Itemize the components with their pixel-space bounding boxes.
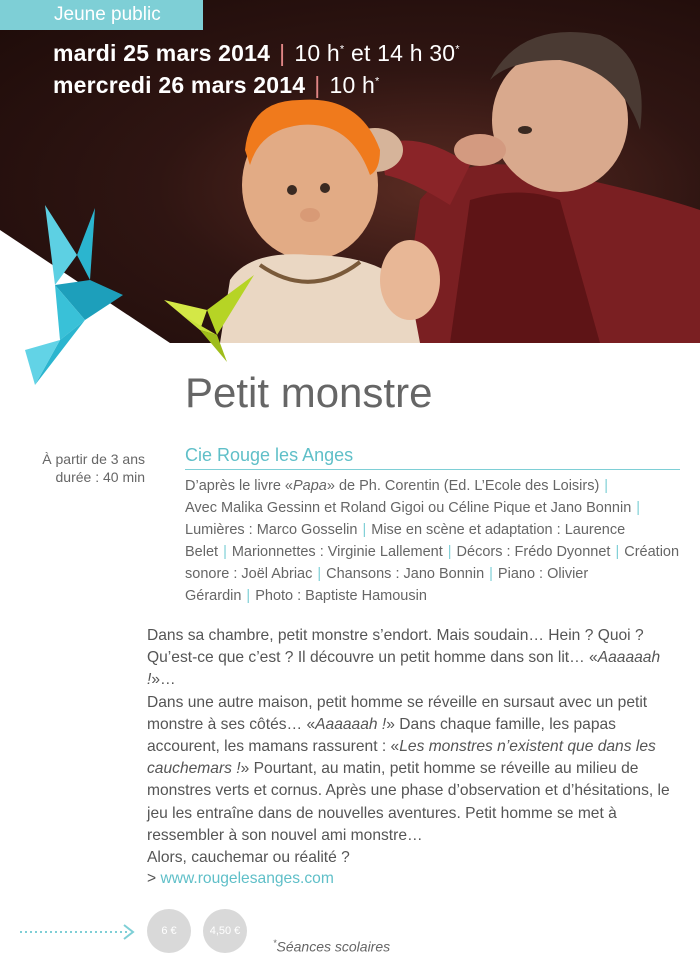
date-line-1 [53,40,460,67]
desc-text: »… [151,671,176,689]
date-1: mardi 25 mars 2014 [53,40,271,66]
separator: | [314,72,321,98]
desc-italic: Aaaaaah ! [147,649,661,689]
description-paragraph [147,625,687,692]
credit-book-title: Papa [293,478,327,494]
credit-photo: Photo : Baptiste Hamousin [255,588,427,604]
age-range: À partir de 3 ans [42,451,145,467]
desc-italic: Les monstres n’existent que dans les cauchemars ! [147,738,656,778]
price-badge-reduced: 4,50 € [203,909,247,953]
footnote [273,938,390,955]
footnote-text: Séances scolaires [276,938,391,955]
credit-book-prefix: D’après le livre « [185,478,293,494]
show-title: Petit monstre [185,369,433,416]
date-2: mercredi 26 mars 2014 [53,72,306,98]
desc-text: » Dans chaque famille, les papas accourent, les mamans rassurent : « [147,715,616,756]
audience-info [42,450,145,486]
credit-decor: Décors : Frédo Dyonnet [456,544,611,560]
credits-block: D’après le livre «Papa» de Ph. Corentin (Ed. L’Ecole des Loisirs) | Avec Malika Gessinn et Roland Gigoi ou Céline Pique et Jano Bonnin | Lumières : Marco Gosselin | Mise en scène et adaptation : Laurence Belet | Marionnettes : Virginie Lallement | Décors : Frédo Dyonnet | Création sonore : Joël Abriac | Chansons : Jano Bonnin | Piano : Olivier Gérardin | Photo : Baptiste Hamousin [185,478,680,604]
green-origami-bird-icon [162,270,262,365]
separator: | [279,40,286,66]
desc-text: Dans sa chambre, petit monstre s’endort. Mais soudain… Hein ? Quoi ? Qu’est-ce que c’est ? Il découvre un petit homme dans son lit… « [147,627,644,667]
credit-lights: Lumières : Marco Gosselin [185,522,358,538]
credit-puppets: Marionnettes : Virginie Lallement [231,544,443,560]
credit-direction: Mise en scène et adaptation : Laurence Belet [185,522,626,560]
time-2: 10 h [329,72,376,98]
time-1-extra: et 14 h 30 [344,40,456,66]
time-1: 10 h [294,40,340,66]
website-link-line [147,870,334,888]
date-line-2 [53,72,380,99]
company-name: Cie Rouge les Anges [185,445,680,470]
category-tag: Jeune public [0,0,203,30]
website-link[interactable]: www.rougelesanges.com [160,870,334,887]
price-badge-full: 6 € [147,909,191,953]
credit-cast: Avec Malika Gessinn et Roland Gigoi ou Céline Pique et Jano Bonnin [185,500,632,516]
desc-italic: Aaaaaah ! [315,715,387,733]
description-paragraph: Alors, cauchemar ou réalité ? [147,849,350,867]
footnote-mark: * [273,938,277,948]
description-paragraph [147,692,687,847]
description [147,625,687,869]
credit-piano: Piano : Olivier Gérardin [185,566,589,604]
dotted-arrow-icon [20,920,138,944]
duration: durée : 40 min [55,469,145,485]
credit-songs: Chansons : Jano Bonnin [326,566,485,582]
desc-text: Dans une autre maison, petit homme se réveille en sursaut avec un petit monstre à ses côtés… « [147,693,648,733]
asterisk: * [339,43,345,56]
link-chevron: > [147,870,157,887]
asterisk: * [455,43,460,56]
desc-text: » Pourtant, au matin, petit homme se réveille au milieu de monstres verts et cornus. Après une phase d’observation et d’hésitations, le jeu les entraîne dans de nouvelles aventures. Petit homme se met à ressembler à son nouvel ami monstre… [147,760,670,844]
blue-origami-bird-icon [15,200,130,390]
credit-book-suffix: » de Ph. Corentin (Ed. L’Ecole des Loisirs) [326,478,600,494]
credit-sound: Création sonore : Joël Abriac [185,544,680,582]
asterisk: * [375,75,380,88]
